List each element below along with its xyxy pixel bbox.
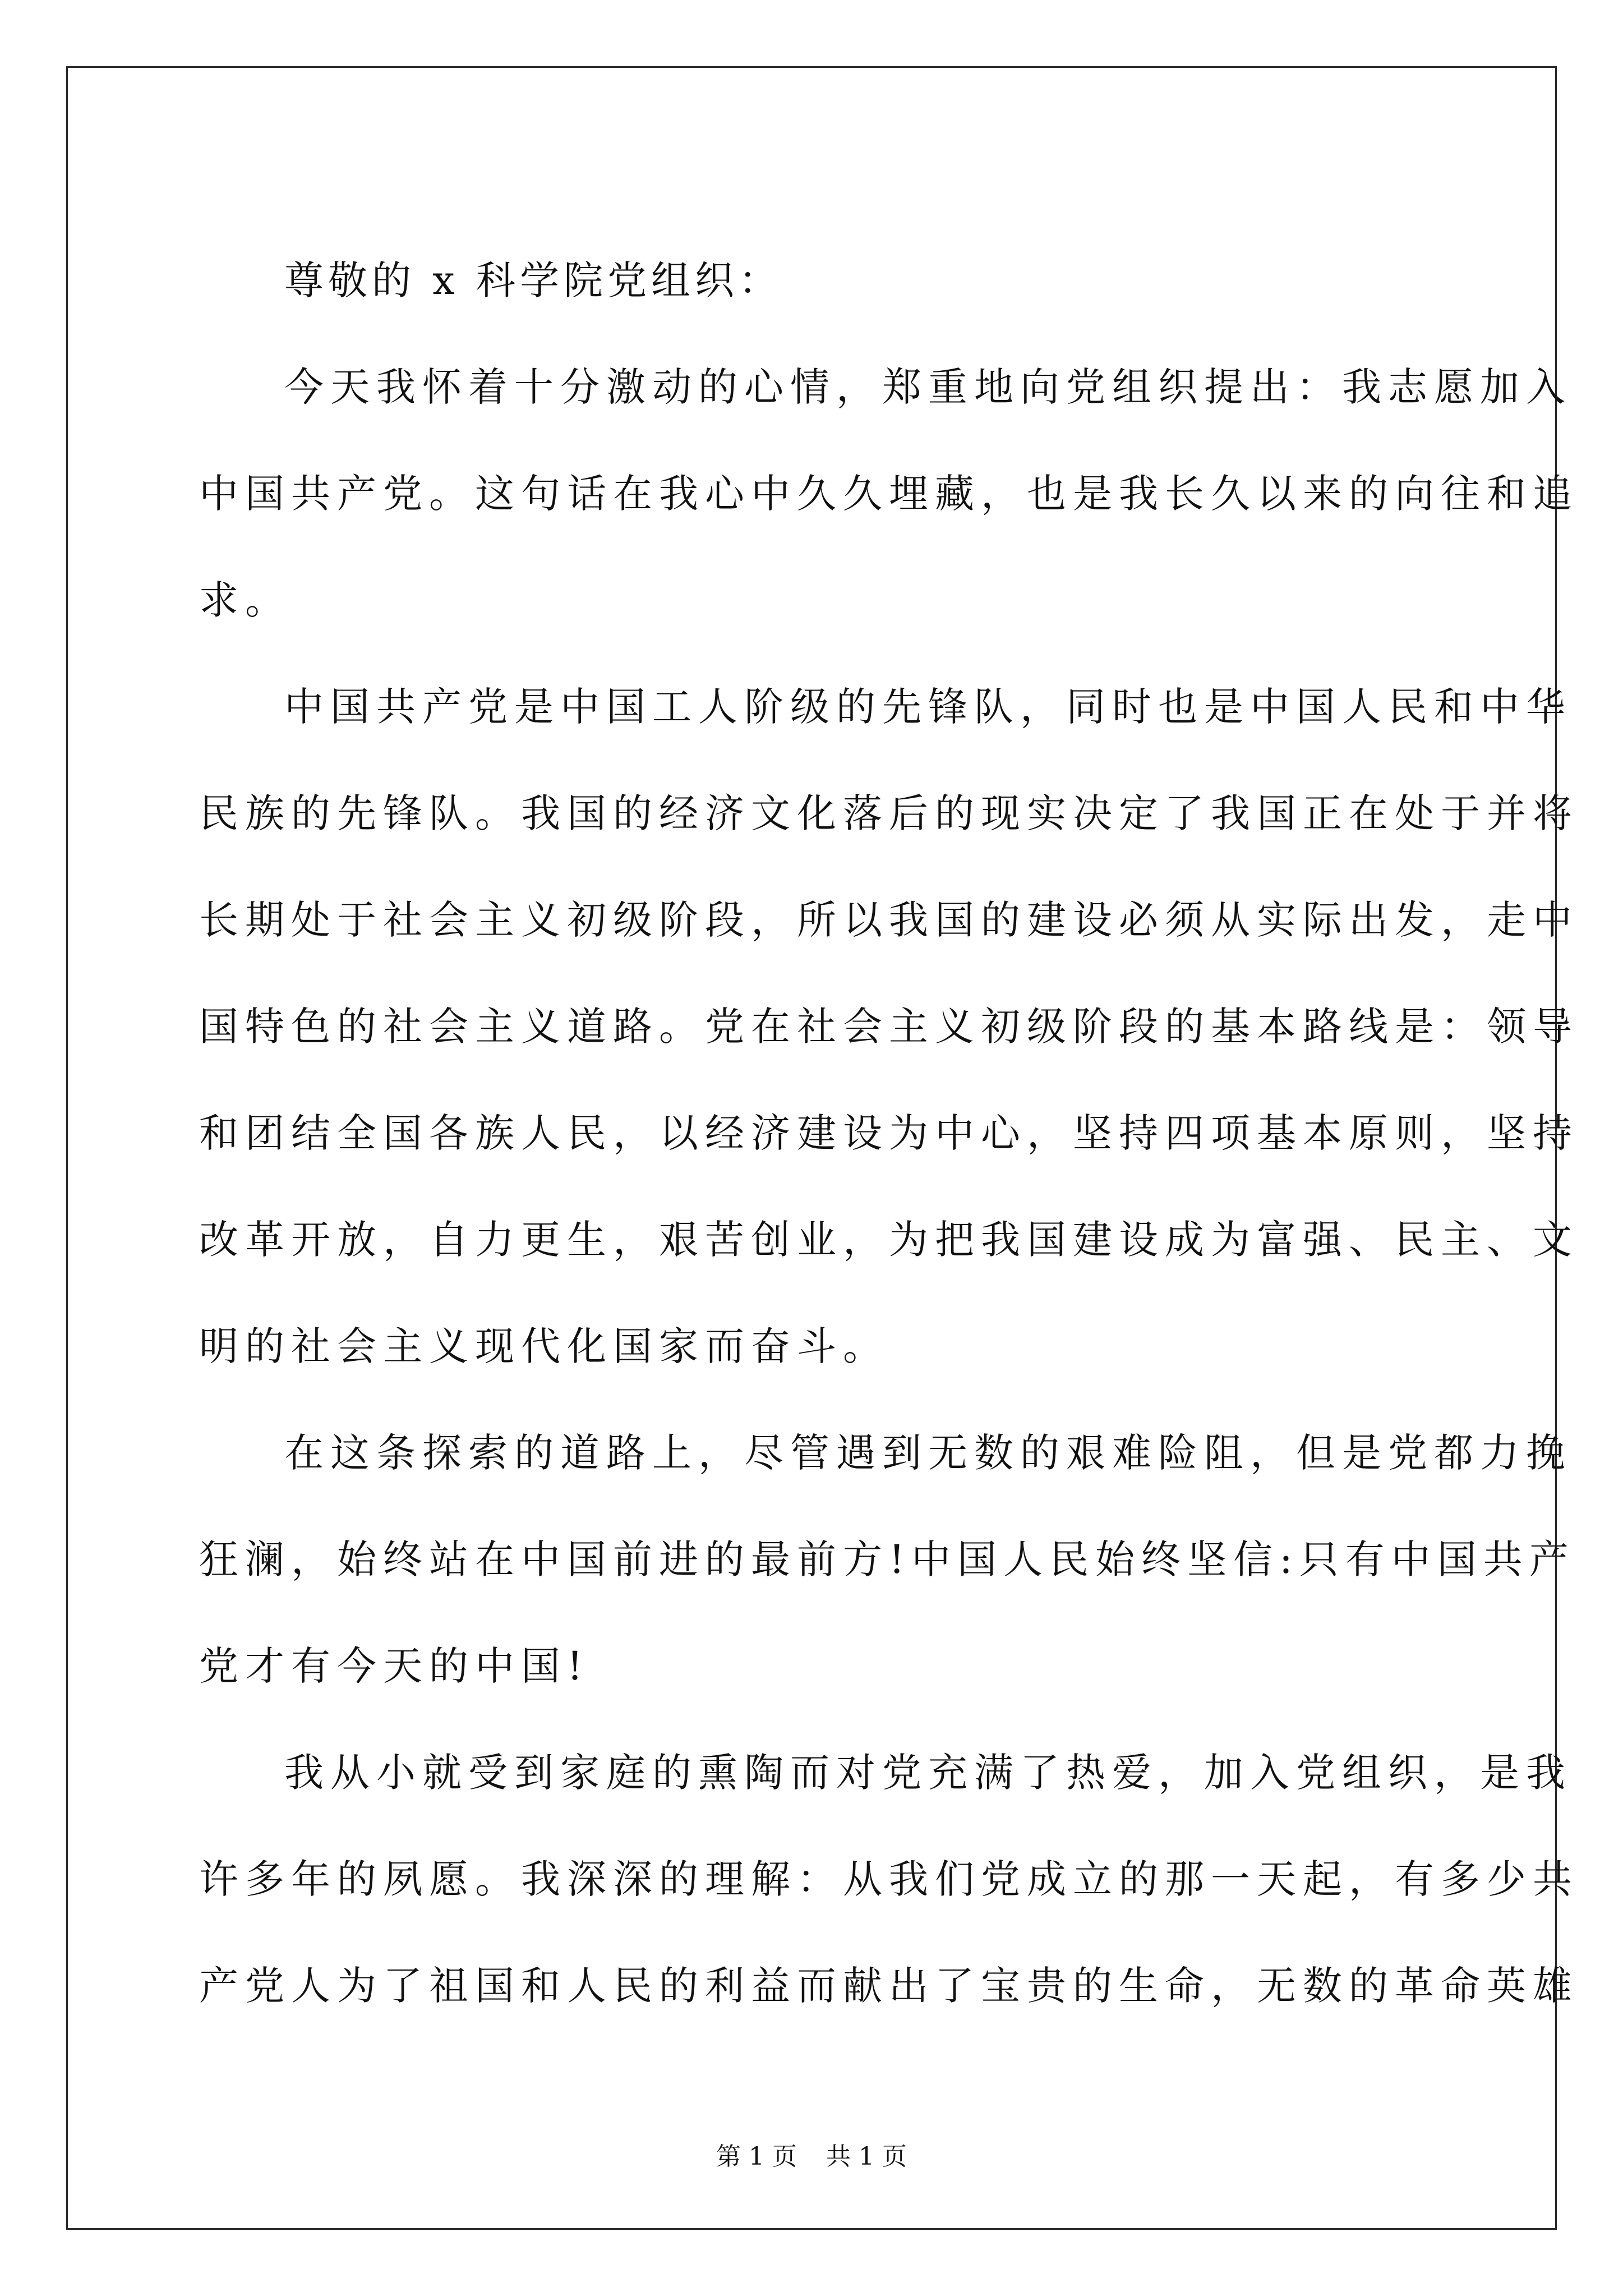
text-line: 民族的先锋队。我国的经济文化落后的现实决定了我国正在处于并将 xyxy=(199,790,1579,836)
text-line: 中国共产党是中国工人阶级的先锋队，同时也是中国人民和中华 xyxy=(284,684,1572,730)
text-line: 改革开放，自力更生，艰苦创业，为把我国建设成为富强、民主、文 xyxy=(199,1217,1579,1263)
page-number-total: 共 1 页 xyxy=(826,2142,907,2171)
text-line: 今天我怀着十分激动的心情，郑重地向党组织提出：我志愿加入 xyxy=(284,364,1572,410)
text-line: 和团结全国各族人民，以经济建设为中心，坚持四项基本原则，坚持 xyxy=(199,1110,1579,1156)
text-line: 我从小就受到家庭的熏陶而对党充满了热爱，加入党组织，是我 xyxy=(284,1750,1572,1796)
salutation: 尊敬的 x 科学院党组织： xyxy=(284,257,782,303)
text-line: 狂澜，始终站在中国前进的最前方!中国人民始终坚信:只有中国共产 xyxy=(199,1536,1575,1582)
text-line: 国特色的社会主义道路。党在社会主义初级阶段的基本路线是：领导 xyxy=(199,1004,1579,1050)
page-footer xyxy=(0,2140,1623,2174)
text-line: 产党人为了祖国和人民的利益而献出了宝贵的生命，无数的革命英雄 xyxy=(199,1963,1579,2009)
text-line: 党才有今天的中国! xyxy=(199,1643,590,1689)
text-line: 求。 xyxy=(199,577,291,623)
text-line: 许多年的夙愿。我深深的理解：从我们党成立的那一天起，有多少共 xyxy=(199,1856,1579,1902)
text-line: 长期处于社会主义初级阶段，所以我国的建设必须从实际出发，走中 xyxy=(199,897,1579,943)
letter-body xyxy=(199,227,1579,2039)
text-line: 中国共产党。这句话在我心中久久埋藏，也是我长久以来的向往和追 xyxy=(199,471,1579,517)
text-line: 在这条探索的道路上，尽管遇到无数的艰难险阻，但是党都力挽 xyxy=(284,1430,1572,1476)
page-number-current: 第 1 页 xyxy=(716,2142,797,2171)
text-line: 明的社会主义现代化国家而奋斗。 xyxy=(199,1323,889,1369)
